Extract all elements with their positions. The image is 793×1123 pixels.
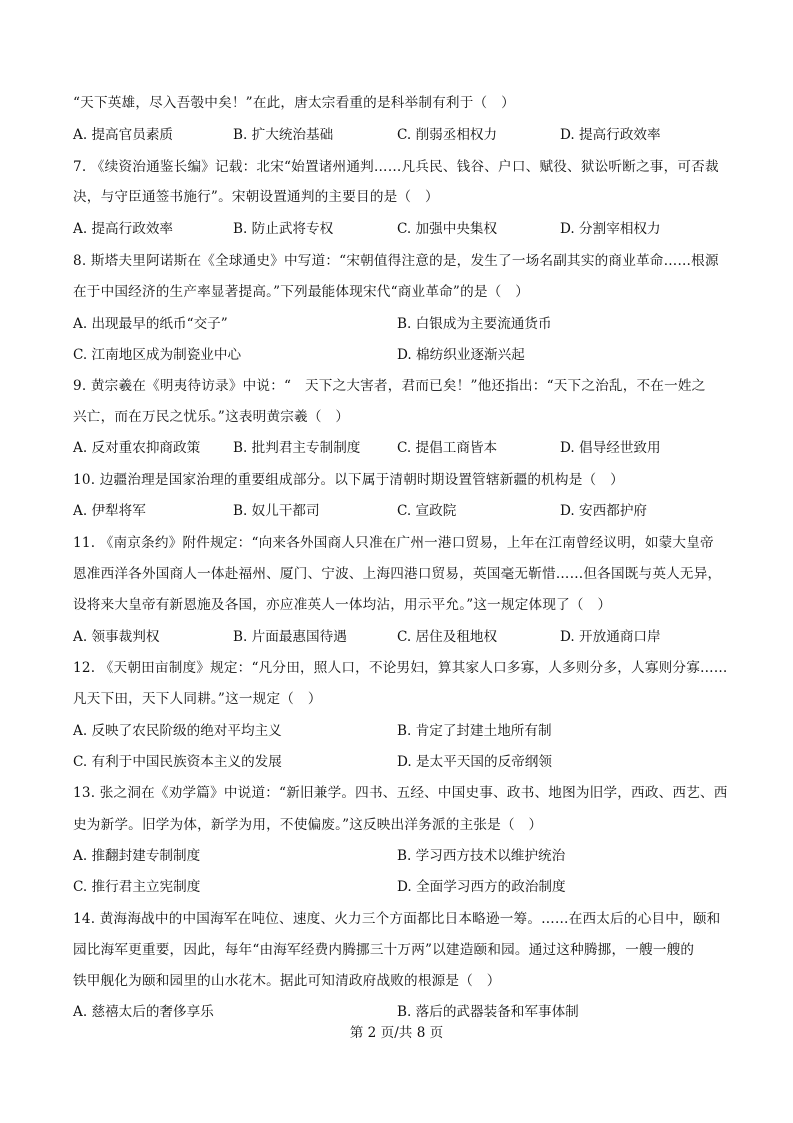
q7-option-c: C. 加强中央集权 [397, 221, 498, 237]
q10-option-d: D. 安西都护府 [560, 503, 648, 519]
q11-option-c: C. 居住及租地权 [397, 629, 498, 645]
q12-stem-line-1: 12. 《天朝田亩制度》规定：“凡分田，照人口，不论男妇，算其家人口多寡，人多则分多，人寡则分寡…… [73, 660, 728, 676]
q10-option-a: A. 伊犁将军 [73, 503, 146, 519]
q13-stem-line-1: 13. 张之洞在《劝学篇》中说道：“新旧兼学。四书、五经、中国史事、政书、地图为旧学，西政、西艺、西 [73, 785, 728, 801]
q8-option-d: D. 棉纺织业逐渐兴起 [397, 347, 525, 363]
q11-option-b: B. 片面最惠国待遇 [233, 629, 347, 645]
q6-option-c: C. 削弱丞相权力 [397, 127, 498, 143]
q8-option-a: A. 出现最早的纸币“交子” [73, 316, 228, 332]
q14-option-a: A. 慈禧太后的奢侈享乐 [73, 1004, 214, 1020]
q10-option-b: B. 奴儿干都司 [233, 503, 320, 519]
q13-option-d: D. 全面学习西方的政治制度 [397, 879, 566, 895]
q13-option-c: C. 推行君主立宪制度 [73, 879, 201, 895]
q11-stem-line-3: 设将来大皇帝有新恩施及各国，亦应准英人一体均沾，用示平允。”这一规定体现了（ ） [73, 597, 612, 613]
q11-stem-line-2: 恩准西洋各外国商人一体赴福州、厦门、宁波、上海四港口贸易，英国毫无靳惜……但各国既与英人无异， [73, 566, 722, 582]
q9-option-a: A. 反对重农抑商政策 [73, 440, 201, 456]
q6-option-a: A. 提高官员素质 [73, 127, 174, 143]
q10-option-c: C. 宣政院 [397, 503, 457, 519]
q9-option-d: D. 倡导经世致用 [560, 440, 661, 456]
q12-option-c: C. 有利于中国民族资本主义的发展 [73, 754, 282, 770]
q13-stem-line-2: 史为新学。旧学为体，新学为用，不使偏废。”这反映出洋务派的主张是（ ） [73, 817, 543, 833]
q7-option-b: B. 防止武将专权 [233, 221, 334, 237]
q14-option-b: B. 落后的武器装备和军事体制 [397, 1004, 579, 1020]
q14-stem-line-3: 铁甲舰化为颐和园里的山水花木。据此可知清政府战败的根源是（ ） [73, 973, 501, 989]
q12-option-a: A. 反映了农民阶级的绝对平均主义 [73, 723, 282, 739]
q12-option-d: D. 是太平天国的反帝纲领 [397, 754, 552, 770]
page-number-footer: 第 2 页/共 8 页 [349, 1025, 444, 1041]
q6-option-b: B. 扩大统治基础 [233, 127, 334, 143]
q6-stem-line: “天下英雄，尽入吾彀中矣！”在此，唐太宗看重的是科举制有利于（ ） [73, 95, 515, 111]
q13-option-a: A. 推翻封建专制制度 [73, 848, 201, 864]
q11-option-a: A. 领事裁判权 [73, 629, 160, 645]
q13-option-b: B. 学习西方技术以维护统治 [397, 848, 566, 864]
q14-stem-line-2: 园比海军更重要，因此，每年“由海军经费内腾挪三十万两”以建造颐和园。通过这种腾挪，一艘一艘的 [73, 942, 695, 958]
q8-option-b: B. 白银成为主要流通货币 [397, 316, 552, 332]
q11-stem-line-1: 11. 《南京条约》附件规定：“向来各外国商人只准在广州一港口贸易，上年在江南曾经议明，如蒙大皇帝 [73, 535, 714, 551]
q10-stem-line: 10. 边疆治理是国家治理的重要组成部分。以下属于清朝时期设置管辖新疆的机构是（ ） [73, 472, 624, 488]
q6-option-d: D. 提高行政效率 [560, 127, 661, 143]
q7-stem-line-2: 决，与守臣通签书施行”。宋朝设置通判的主要目的是（ ） [73, 189, 439, 205]
q7-stem-line-1: 7. 《续资治通鉴长编》记载：北宋“始置诸州通判……凡兵民、钱谷、户口、赋役、狱讼听断之事，可否裁 [73, 159, 719, 175]
q7-option-a: A. 提高行政效率 [73, 221, 174, 237]
q12-option-b: B. 肯定了封建土地所有制 [397, 723, 552, 739]
q9-stem-line-1: 9. 黄宗羲在《明夷待访录》中说：“ 天下之大害者，君而已矣！”他还指出：“天下之治乱，不在一姓之 [73, 378, 706, 394]
q8-option-c: C. 江南地区成为制瓷业中心 [73, 347, 242, 363]
q11-option-d: D. 开放通商口岸 [560, 629, 661, 645]
q12-stem-line-2: 凡天下田，天下人同耕。”这一规定（ ） [73, 691, 322, 707]
q9-option-b: B. 批判君主专制制度 [233, 440, 361, 456]
q8-stem-line-1: 8. 斯塔夫里阿诺斯在《全球通史》中写道：“宋朝值得注意的是，发生了一场名副其实的商业革命……根源 [73, 253, 719, 269]
q9-stem-line-2: 兴亡，而在万民之忧乐。”这表明黄宗羲（ ） [73, 409, 350, 425]
q14-stem-line-1: 14. 黄海海战中的中国海军在吨位、速度、火力三个方面都比日本略逊一筹。……在西太后的心目中，颐和 [73, 911, 721, 927]
q8-stem-line-2: 在于中国经济的生产率显著提高。”下列最能体现宋代“商业革命”的是（ ） [73, 284, 530, 300]
q7-option-d: D. 分割宰相权力 [560, 221, 661, 237]
q9-option-c: C. 提倡工商皆本 [397, 440, 498, 456]
